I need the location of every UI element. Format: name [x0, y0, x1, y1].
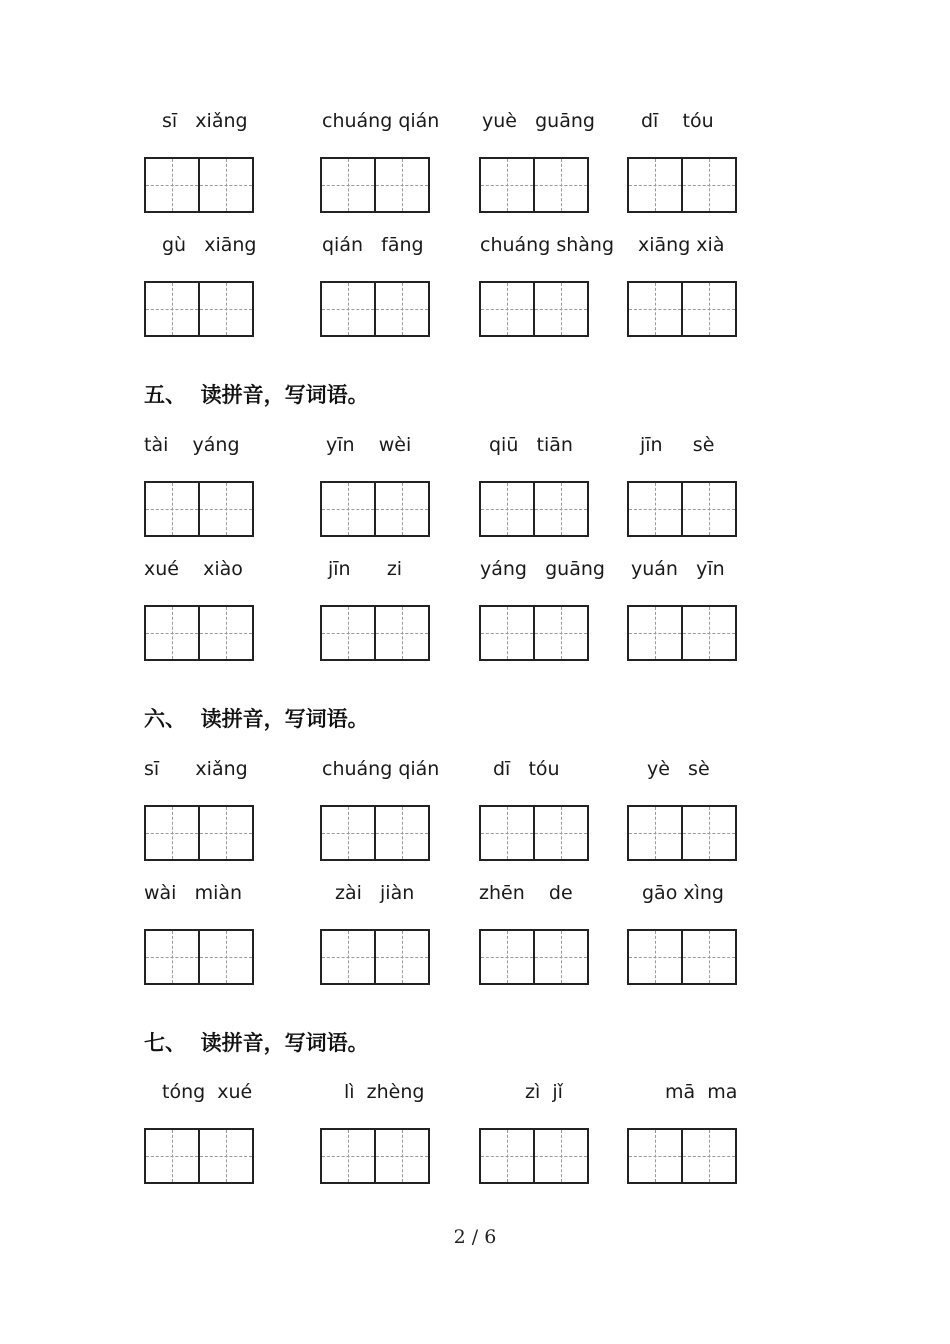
writing-box-pair[interactable]	[479, 481, 589, 537]
writing-cell[interactable]	[322, 159, 374, 211]
writing-box-pair[interactable]	[144, 929, 254, 985]
section-heading: 七、 读拼音，写词语。	[144, 1031, 369, 1055]
writing-grid-row	[0, 481, 950, 539]
pinyin-row	[0, 1079, 950, 1109]
writing-box-pair[interactable]	[479, 281, 589, 337]
writing-cell[interactable]	[481, 159, 533, 211]
writing-grid-row	[0, 805, 950, 863]
writing-cell[interactable]	[322, 607, 374, 659]
writing-cell[interactable]	[481, 807, 533, 859]
writing-box-pair[interactable]	[627, 1128, 737, 1184]
writing-cell[interactable]	[146, 1130, 198, 1182]
writing-cell[interactable]	[629, 483, 681, 535]
writing-cell[interactable]	[681, 159, 735, 211]
writing-cell[interactable]	[681, 807, 735, 859]
writing-cell[interactable]	[629, 1130, 681, 1182]
writing-cell[interactable]	[198, 1130, 252, 1182]
writing-cell[interactable]	[322, 483, 374, 535]
writing-cell[interactable]	[629, 931, 681, 983]
writing-cell[interactable]	[681, 1130, 735, 1182]
writing-box-pair[interactable]	[627, 605, 737, 661]
page-number: 2 / 6	[453, 1226, 497, 1248]
pinyin-label: sī xiǎng	[144, 758, 248, 780]
writing-cell[interactable]	[198, 483, 252, 535]
pinyin-label: chuáng shàng	[480, 234, 615, 256]
writing-box-pair[interactable]	[320, 157, 430, 213]
writing-cell[interactable]	[533, 807, 587, 859]
writing-cell[interactable]	[533, 1130, 587, 1182]
writing-box-pair[interactable]	[320, 1128, 430, 1184]
pinyin-row	[0, 880, 950, 910]
pinyin-label: tóng xué	[162, 1081, 253, 1103]
writing-cell[interactable]	[481, 483, 533, 535]
writing-grid-row	[0, 281, 950, 339]
writing-cell[interactable]	[681, 283, 735, 335]
writing-cell[interactable]	[629, 283, 681, 335]
writing-cell[interactable]	[146, 807, 198, 859]
writing-cell[interactable]	[629, 159, 681, 211]
writing-cell[interactable]	[322, 1130, 374, 1182]
writing-cell[interactable]	[533, 607, 587, 659]
writing-cell[interactable]	[481, 607, 533, 659]
writing-box-pair[interactable]	[627, 805, 737, 861]
pinyin-row	[0, 756, 950, 786]
writing-cell[interactable]	[481, 931, 533, 983]
pinyin-label: tài yáng	[144, 434, 240, 456]
section-heading: 六、 读拼音，写词语。	[144, 707, 369, 731]
pinyin-label: mā ma	[665, 1081, 738, 1103]
writing-box-pair[interactable]	[627, 281, 737, 337]
writing-box-pair[interactable]	[144, 157, 254, 213]
writing-grid-row	[0, 605, 950, 663]
writing-box-pair[interactable]	[144, 281, 254, 337]
pinyin-label: zài jiàn	[335, 882, 415, 904]
pinyin-label: yuè guāng	[482, 110, 595, 132]
pinyin-row	[0, 232, 950, 262]
pinyin-label: jīn zi	[328, 558, 403, 580]
pinyin-label: yuán yīn	[631, 558, 725, 580]
pinyin-label: dī tóu	[493, 758, 560, 780]
writing-cell[interactable]	[146, 607, 198, 659]
pinyin-label: jīn sè	[640, 434, 715, 456]
writing-box-pair[interactable]	[144, 605, 254, 661]
pinyin-row	[0, 432, 950, 462]
writing-box-pair[interactable]	[320, 605, 430, 661]
pinyin-label: yáng guāng	[480, 558, 605, 580]
pinyin-label: chuáng qián	[322, 110, 440, 132]
pinyin-label: qián fāng	[322, 234, 424, 256]
writing-cell[interactable]	[629, 607, 681, 659]
section-heading: 五、 读拼音，写词语。	[144, 383, 369, 407]
writing-cell[interactable]	[322, 807, 374, 859]
writing-cell[interactable]	[146, 483, 198, 535]
writing-box-pair[interactable]	[320, 481, 430, 537]
writing-cell[interactable]	[374, 607, 428, 659]
writing-grid-row	[0, 1128, 950, 1186]
writing-cell[interactable]	[322, 283, 374, 335]
writing-cell[interactable]	[681, 607, 735, 659]
writing-grid-row	[0, 157, 950, 215]
writing-box-pair[interactable]	[320, 929, 430, 985]
writing-cell[interactable]	[374, 159, 428, 211]
pinyin-row	[0, 556, 950, 586]
writing-box-pair[interactable]	[479, 929, 589, 985]
writing-box-pair[interactable]	[144, 1128, 254, 1184]
writing-cell[interactable]	[681, 483, 735, 535]
pinyin-label: yīn wèi	[326, 434, 412, 456]
writing-box-pair[interactable]	[320, 281, 430, 337]
pinyin-label: xué xiào	[144, 558, 243, 580]
writing-cell[interactable]	[533, 159, 587, 211]
writing-cell[interactable]	[374, 283, 428, 335]
writing-cell[interactable]	[533, 483, 587, 535]
pinyin-row	[0, 108, 950, 138]
writing-cell[interactable]	[146, 159, 198, 211]
pinyin-label: sī xiǎng	[162, 110, 248, 132]
writing-box-pair[interactable]	[627, 157, 737, 213]
writing-cell[interactable]	[374, 931, 428, 983]
pinyin-label: lì zhèng	[344, 1081, 425, 1103]
writing-box-pair[interactable]	[479, 805, 589, 861]
writing-cell[interactable]	[322, 931, 374, 983]
writing-box-pair[interactable]	[144, 481, 254, 537]
writing-cell[interactable]	[146, 931, 198, 983]
writing-cell[interactable]	[681, 931, 735, 983]
writing-box-pair[interactable]	[479, 157, 589, 213]
writing-cell[interactable]	[374, 483, 428, 535]
pinyin-label: zhēn de	[479, 882, 573, 904]
pinyin-label: gù xiāng	[162, 234, 257, 256]
writing-cell[interactable]	[146, 283, 198, 335]
pinyin-label: zì jǐ	[525, 1081, 563, 1103]
pinyin-label: yè sè	[647, 758, 710, 780]
writing-cell[interactable]	[374, 807, 428, 859]
writing-box-pair[interactable]	[627, 929, 737, 985]
writing-cell[interactable]	[533, 931, 587, 983]
writing-cell[interactable]	[629, 807, 681, 859]
writing-box-pair[interactable]	[144, 805, 254, 861]
writing-box-pair[interactable]	[320, 805, 430, 861]
writing-cell[interactable]	[481, 1130, 533, 1182]
writing-cell[interactable]	[533, 283, 587, 335]
writing-cell[interactable]	[198, 807, 252, 859]
pinyin-label: xiāng xià	[638, 234, 725, 256]
writing-box-pair[interactable]	[627, 481, 737, 537]
writing-box-pair[interactable]	[479, 605, 589, 661]
writing-cell[interactable]	[374, 1130, 428, 1182]
writing-cell[interactable]	[198, 607, 252, 659]
writing-cell[interactable]	[198, 159, 252, 211]
pinyin-label: qiū tiān	[489, 434, 573, 456]
writing-box-pair[interactable]	[479, 1128, 589, 1184]
writing-grid-row	[0, 929, 950, 987]
pinyin-label: gāo xìng	[642, 882, 724, 904]
pinyin-label: chuáng qián	[322, 758, 440, 780]
writing-cell[interactable]	[198, 931, 252, 983]
pinyin-label: dī tóu	[641, 110, 714, 132]
writing-cell[interactable]	[481, 283, 533, 335]
writing-cell[interactable]	[198, 283, 252, 335]
pinyin-label: wài miàn	[144, 882, 243, 904]
